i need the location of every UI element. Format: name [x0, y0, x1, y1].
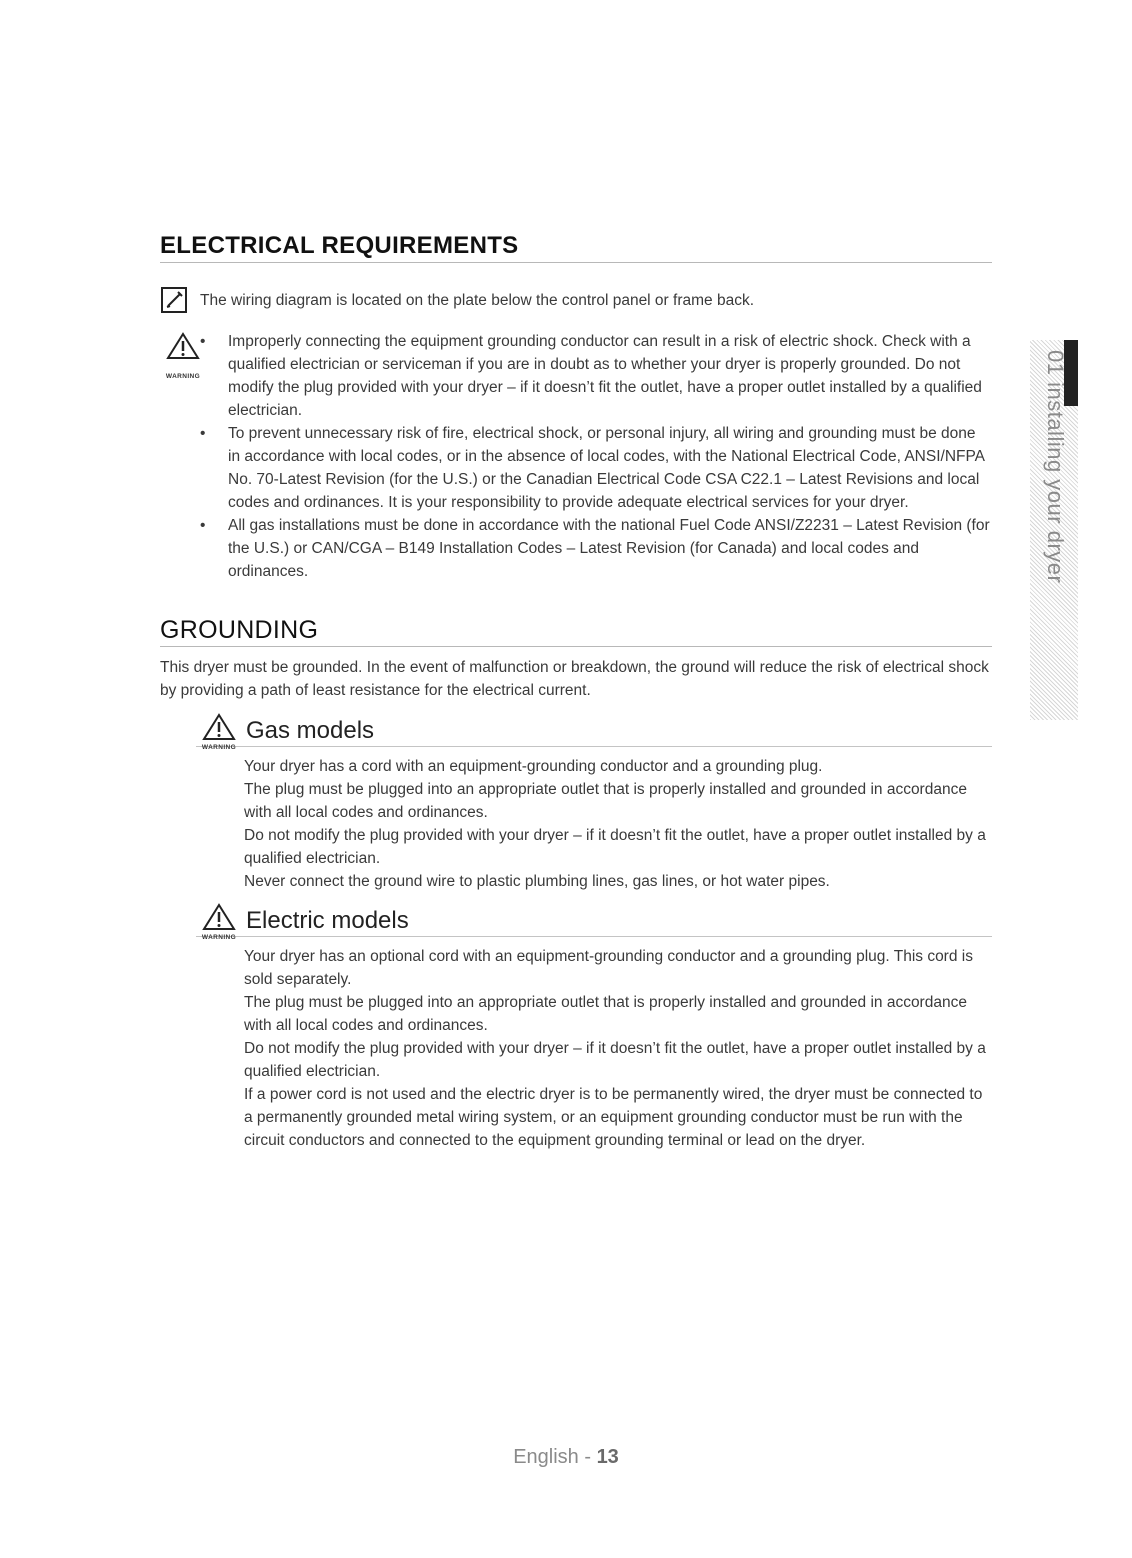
- bullet-text: To prevent unnecessary risk of fire, electrical shock, or personal injury, all wiring and grounding must be done in accordance with local codes, or in the absence of local codes, with the National Electrical Code, ANSI/NFPA No. 70-Latest Revision (for the U.S.) or the Canadian Electrical Code CSA C22.1 – Latest Revisions and local codes and ordinances. It is your responsibility to provide adequate electrical services for your dryer.: [228, 425, 985, 511]
- warning-icon-group: [196, 713, 242, 746]
- paragraph: Never connect the ground wire to plastic plumbing lines, gas lines, or hot water pipes.: [244, 873, 830, 890]
- warning-triangle-icon: [202, 903, 236, 931]
- warning-icon-group: [196, 903, 242, 936]
- chapter-side-tab: [1030, 340, 1078, 720]
- subsection-body: [196, 755, 992, 893]
- chapter-tab-label: 01 installing your dryer: [1043, 350, 1068, 584]
- page-footer: [0, 1446, 1132, 1469]
- warning-label: WARNING: [165, 373, 201, 380]
- paragraph: The plug must be plugged into an appropriate outlet that is properly installed and grounded in accordance with all local codes and ordinances.: [244, 994, 967, 1034]
- warning-label: WARNING: [201, 744, 237, 751]
- list-item: • To prevent unnecessary risk of fire, electrical shock, or personal injury, all wiring and grounding must be done in accordance with local codes, or in the absence of local codes, with the National Electrical Code, ANSI/NFPA No. 70-Latest Revision (for the U.S.) or the Canadian Electrical Code CSA C22.1 – Latest Revisions and local codes and ordinances. It is your responsibility to provide adequate electrical services for your dryer.: [200, 425, 985, 511]
- note-row: [160, 286, 990, 314]
- electric-models-section: [196, 902, 992, 1152]
- warning-triangle-icon: [166, 332, 200, 360]
- warning-triangle-icon: [202, 713, 236, 741]
- gas-models-section: [196, 712, 992, 893]
- list-item: • All gas installations must be done in accordance with the national Fuel Code ANSI/Z2231 – Latest Revision (for the U.S.) or CAN/CGA – B149 Installation Codes – Latest Revision (for Canada) and local codes and ordinances.: [200, 517, 990, 580]
- note-text: The wiring diagram is located on the plate below the control panel or frame back.: [200, 291, 754, 309]
- grounding-intro: This dryer must be grounded. In the event of malfunction or breakdown, the ground will reduce the risk of electrical shock by providing a path of least resistance for the electrical current.: [160, 659, 989, 699]
- paragraph: The plug must be plugged into an appropriate outlet that is properly installed and grounded in accordance with all local codes and ordinances.: [244, 781, 967, 821]
- paragraph: Your dryer has a cord with an equipment-grounding conductor and a grounding plug.: [244, 758, 823, 775]
- paragraph: Do not modify the plug provided with your dryer – if it doesn’t fit the outlet, have a proper outlet installed by a qualified electrician.: [244, 827, 986, 867]
- paragraph: Do not modify the plug provided with your dryer – if it doesn’t fit the outlet, have a proper outlet installed by a qualified electrician.: [244, 1040, 986, 1080]
- subsection-title: Gas models: [246, 717, 375, 744]
- subsection-header: [196, 712, 992, 747]
- footer-language: English -: [513, 1446, 597, 1468]
- electrical-bullet-list: [200, 330, 990, 583]
- bullet-text: All gas installations must be done in accordance with the national Fuel Code ANSI/Z2231 – Latest Revision (for the U.S.) or CAN/CGA – B149 Installation Codes – Latest Revision (for Canada) and local codes and ordinances.: [228, 517, 990, 580]
- section-title-electrical: ELECTRICAL REQUIREMENTS: [160, 232, 992, 263]
- section-title-grounding: GROUNDING: [160, 616, 992, 647]
- warning-label: WARNING: [201, 934, 237, 941]
- paragraph: Your dryer has an optional cord with an equipment-grounding conductor and a grounding plug. This cord is sold separately.: [244, 948, 973, 988]
- bullet-text: Improperly connecting the equipment grounding conductor can result in a risk of electric shock. Check with a qualified electrician or serviceman if you are in doubt as to whether your dryer is properly grounded. Do not modify the plug provided with your dryer – if it doesn’t fit the outlet, have a proper outlet installed by a qualified electrician.: [228, 333, 982, 419]
- subsection-header: [196, 902, 992, 937]
- subsection-body: [196, 945, 992, 1152]
- subsection-title: Electric models: [246, 907, 409, 934]
- note-pencil-icon: [160, 286, 188, 314]
- page-number: 13: [596, 1446, 619, 1468]
- paragraph: If a power cord is not used and the electric dryer is to be permanently wired, the dryer must be connected to a permanently grounded metal wiring system, or an equipment grounding conductor must be run with the circuit conductors and connected to the equipment grounding terminal or lead on the dryer.: [244, 1086, 983, 1149]
- list-item: • Improperly connecting the equipment grounding conductor can result in a risk of electric shock. Check with a qualified electrician or serviceman if you are in doubt as to whether your dryer is properly grounded. Do not modify the plug provided with your dryer – if it doesn’t fit the outlet, have a proper outlet installed by a qualified electrician.: [200, 333, 982, 419]
